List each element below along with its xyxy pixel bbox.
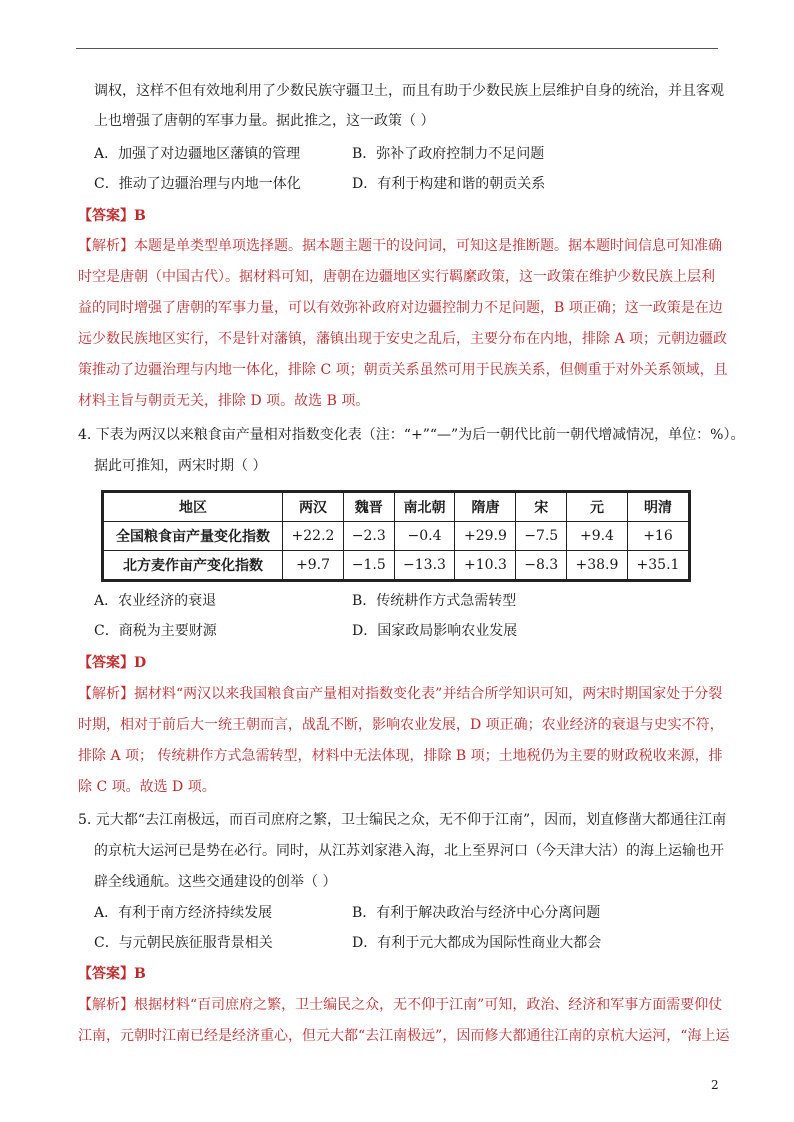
table-row	[104, 522, 689, 551]
q3-analysis-line-4: 远少数民族地区实行，不是针对藩镇，藩镇出现于安史之乱后，主要分布在内地，排除 A 项；元朝边疆政	[78, 331, 728, 347]
q4-option-a: A．农业经济的衰退	[94, 593, 217, 609]
q5-analysis-line-1: 【解析】根据材料“百司庶府之繁，卫士编民之众，无不仰于江南”可知，政治、经济和军事方面需要仰仗	[78, 997, 723, 1013]
table-header-cell: 元	[566, 493, 627, 522]
table-header-cell: 隋唐	[455, 493, 516, 522]
q4-answer: 【答案】D	[78, 655, 147, 671]
q4-stem-line-1: 4. 下表为两汉以来粮食亩产量相对指数变化表（注：“+”“—”为后一朝代比前一朝代增减情况，单位：%）。	[78, 427, 745, 443]
q4-option-c: C．商税为主要财源	[94, 623, 217, 639]
page-number: 2	[711, 1078, 719, 1092]
q3-analysis-line-1: 【解析】本题是单类型单项选择题。据本题主题干的设问词，可知这是推断题。据本题时间信息可知准确	[78, 238, 722, 254]
table-cell: +29.9	[455, 522, 516, 551]
q3-option-d: D．有利于构建和谐的朝贡关系	[352, 176, 546, 192]
q3-analysis-line-5: 策推动了边疆治理与内地一体化，排除 C 项；朝贡关系虽然可用于民族关系，但侧重于对外关系领域，且	[78, 362, 728, 378]
table-cell: +9.4	[566, 522, 627, 551]
q5-option-d: D．有利于元大都成为国际性商业大都会	[352, 935, 602, 951]
table-cell: −7.5	[516, 522, 567, 551]
q4-analysis-line-4: 除 C 项。故选 D 项。	[78, 779, 216, 795]
q3-stem-line-1: 调权，这样不但有效地利用了少数民族守疆卫土，而且有助于少数民族上层维护自身的统治，并且客观	[94, 83, 724, 99]
q3-option-b: B．弥补了政府控制力不足问题	[352, 146, 545, 162]
q5-option-b: B．有利于解决政治与经济中心分离问题	[352, 905, 601, 921]
table-cell: −8.3	[516, 551, 567, 580]
q5-stem-line-3: 辟全线通航。这些交通建设的创举（ ）	[94, 874, 337, 890]
table-cell: −2.3	[343, 522, 394, 551]
table-header-cell: 两汉	[283, 493, 344, 522]
table-header-cell: 宋	[516, 493, 567, 522]
q3-analysis-line-2: 时空是唐朝（中国古代）。据材料可知，唐朝在边疆地区实行羁縻政策，这一政策在维护少数民族上层利	[78, 269, 715, 285]
table-cell: +35.1	[627, 551, 688, 580]
q5-analysis-line-2: 江南，元朝时江南已经是经济重心，但元大都“去江南极远”，因而修大都通往江南的京杭大运河，“海上运	[78, 1028, 730, 1044]
table-cell: +38.9	[566, 551, 627, 580]
header-rule	[76, 48, 718, 49]
table-cell: −1.5	[343, 551, 394, 580]
q4-analysis-line-2: 时期，相对于前后大一统王朝而言，战乱不断，影响农业发展，D 项正确；农业经济的衰退与史实不符，	[78, 717, 724, 733]
q3-answer: 【答案】B	[78, 208, 146, 224]
q5-option-a: A．有利于南方经济持续发展	[94, 905, 273, 921]
q5-stem-line-1: 5. 元大都“去江南极远，而百司庶府之繁，卫士编民之众，无不仰于江南”，因而，划直修凿大都通往江南	[78, 812, 727, 828]
table-header-cell: 明清	[627, 493, 688, 522]
table-row	[104, 551, 689, 580]
q5-answer: 【答案】B	[78, 966, 146, 982]
table-header-row	[104, 493, 689, 522]
q3-option-c: C．推动了边疆治理与内地一体化	[94, 176, 301, 192]
table-row-label: 北方麦作亩产变化指数	[104, 551, 283, 580]
q3-analysis-line-3: 益的同时增强了唐朝的军事力量，可以有效弥补政府对边疆控制力不足问题，B 项正确；这一政策是在边	[78, 300, 723, 316]
q3-option-a: A．加强了对边疆地区藩镇的管理	[94, 146, 301, 162]
table-cell: +9.7	[283, 551, 344, 580]
table-header-cell: 魏晋	[343, 493, 394, 522]
table-cell: +22.2	[283, 522, 344, 551]
q3-analysis-line-6: 材料主旨与朝贡无关，排除 D 项。故选 B 项。	[78, 393, 370, 409]
q4-option-b: B．传统耕作方式急需转型	[352, 593, 517, 609]
table-cell: −13.3	[394, 551, 455, 580]
q4-analysis-line-1: 【解析】据材料“两汉以来我国粮食亩产量相对指数变化表”并结合所学知识可知，两宋时期国家处于分裂	[78, 686, 723, 702]
q4-stem-line-2: 据此可推知，两宋时期（ ）	[94, 458, 267, 474]
table-header-cell: 地区	[104, 493, 283, 522]
q3-stem-line-2: 上也增强了唐朝的军事力量。据此推之，这一政策（ ）	[94, 113, 435, 129]
table-row-label: 全国粮食亩产量变化指数	[104, 522, 283, 551]
table-cell: +10.3	[455, 551, 516, 580]
q5-option-c: C．与元朝民族征服背景相关	[94, 935, 273, 951]
q4-option-d: D．国家政局影响农业发展	[352, 623, 518, 639]
yield-index-table	[103, 492, 689, 580]
table-header-cell: 南北朝	[394, 493, 455, 522]
q5-stem-line-2: 的京杭大运河已是势在必行。同时，从江苏刘家港入海，北上至界河口（今天津大沽）的海上运输也开	[94, 843, 724, 859]
q4-analysis-line-3: 排除 A 项； 传统耕作方式急需转型，材料中无法体现，排除 B 项；土地税仍为主要的财政税收来源，排	[78, 748, 723, 764]
table-cell: −0.4	[394, 522, 455, 551]
table-cell: +16	[627, 522, 688, 551]
